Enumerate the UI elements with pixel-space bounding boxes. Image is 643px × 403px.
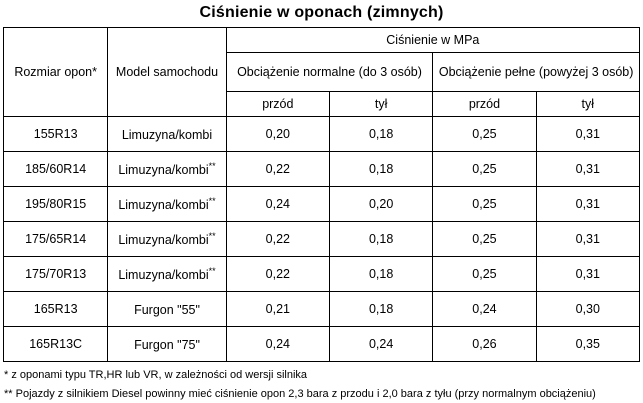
table-row (4, 222, 640, 257)
table-row (4, 327, 640, 362)
cell-model (108, 292, 226, 327)
footnote-tire-type: * z oponami typu TR,HR lub VR, w zależności od wersji silnika (4, 369, 308, 381)
cell-normal-front: 0,22 (226, 257, 329, 292)
cell-model (108, 152, 226, 187)
cell-full-front: 0,25 (433, 152, 536, 187)
cell-normal-rear: 0,18 (329, 257, 432, 292)
cell-full-rear: 0,30 (536, 292, 639, 327)
cell-model-text: Limuzyna/kombi (118, 233, 209, 248)
cell-normal-rear: 0,18 (329, 117, 432, 152)
header-cell-model: Model samochodu (108, 28, 226, 117)
cell-model (108, 257, 226, 292)
table-row (4, 152, 640, 187)
table-row (4, 187, 640, 222)
cell-model (108, 117, 226, 152)
table-row (4, 292, 640, 327)
cell-size: 175/65R14 (4, 222, 108, 257)
cell-normal-rear: 0,24 (329, 327, 432, 362)
cell-size: 165R13C (4, 327, 108, 362)
cell-normal-front: 0,20 (226, 117, 329, 152)
cell-model-note: ** (208, 160, 216, 171)
cell-model-note: ** (208, 195, 216, 206)
cell-full-rear: 0,35 (536, 327, 639, 362)
cell-model (108, 222, 226, 257)
cell-full-rear: 0,31 (536, 257, 639, 292)
table-row (4, 257, 640, 292)
cell-size: 195/80R15 (4, 187, 108, 222)
cell-full-front: 0,25 (433, 117, 536, 152)
cell-model-note: ** (208, 230, 216, 241)
cell-normal-front: 0,22 (226, 222, 329, 257)
cell-model-text: Furgon "55" (134, 303, 200, 318)
cell-normal-rear: 0,20 (329, 187, 432, 222)
cell-size: 165R13 (4, 292, 108, 327)
cell-full-front: 0,26 (433, 327, 536, 362)
cell-full-rear: 0,31 (536, 117, 639, 152)
cell-size: 185/60R14 (4, 152, 108, 187)
header-cell-normal-front: przód (226, 92, 329, 117)
cell-model-note: ** (208, 265, 216, 276)
cell-model-text: Limuzyna/kombi (118, 268, 209, 283)
cell-normal-front: 0,24 (226, 327, 329, 362)
cell-full-front: 0,25 (433, 222, 536, 257)
cell-model-text: Limuzyna/kombi (121, 128, 213, 143)
header-cell-full-front: przód (433, 92, 536, 117)
cell-model-text: Limuzyna/kombi (118, 198, 209, 213)
header-cell-size: Rozmiar opon* (4, 28, 108, 117)
cell-model-text: Limuzyna/kombi (118, 163, 209, 178)
tire-pressure-table (3, 27, 640, 362)
cell-model (108, 327, 226, 362)
cell-normal-front: 0,22 (226, 152, 329, 187)
page-title: Ciśnienie w oponach (zimnych) (199, 4, 444, 21)
cell-model-text: Furgon "75" (134, 338, 200, 353)
header-cell-pressure-group: Ciśnienie w MPa (226, 28, 639, 53)
footnote-diesel: ** Pojazdy z silnikiem Diesel powinny mieć ciśnienie opon 2,3 bara z przodu i 2,0 bara z tyłu (przy normalnym obciążeniu) (4, 387, 596, 400)
cell-normal-rear: 0,18 (329, 222, 432, 257)
cell-full-front: 0,25 (433, 257, 536, 292)
cell-full-rear: 0,31 (536, 152, 639, 187)
header-cell-normal-rear: tył (329, 92, 432, 117)
cell-full-rear: 0,31 (536, 187, 639, 222)
cell-model (108, 187, 226, 222)
table-header-row-1 (4, 28, 640, 53)
footnotes (0, 362, 643, 403)
header-cell-normal-load: Obciążenie normalne (do 3 osób) (226, 53, 433, 92)
cell-normal-front: 0,21 (226, 292, 329, 327)
cell-normal-front: 0,24 (226, 187, 329, 222)
cell-normal-rear: 0,18 (329, 152, 432, 187)
header-cell-full-load: Obciążenie pełne (powyżej 3 osób) (433, 53, 640, 92)
header-cell-full-rear: tył (536, 92, 639, 117)
cell-normal-rear: 0,18 (329, 292, 432, 327)
cell-full-front: 0,25 (433, 187, 536, 222)
cell-size: 155R13 (4, 117, 108, 152)
table-row (4, 117, 640, 152)
cell-size: 175/70R13 (4, 257, 108, 292)
cell-full-front: 0,24 (433, 292, 536, 327)
cell-full-rear: 0,31 (536, 222, 639, 257)
